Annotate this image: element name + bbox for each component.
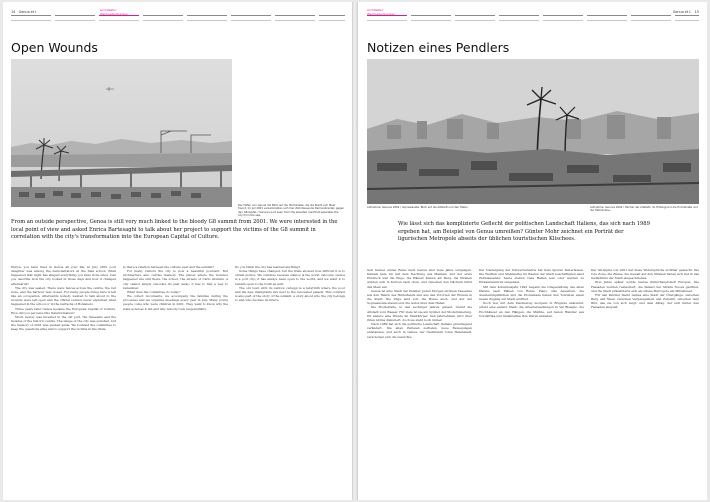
rooftops-photo (367, 59, 699, 204)
left-body-paragraph: The old town with its narrow caruggi is a labyrinth where the poor and the new immigrants live next to the renovated palazzi. This contrast is also part of the story of the summit, a story about who the city belongs to and who decides its future. (235, 285, 345, 303)
left-body-paragraph: Three years later Genoa became the European Capital of Culture. How did you perceive this transformation? (11, 306, 116, 315)
left-header-rules (11, 15, 345, 39)
left-folio-title: Genua et I. (18, 10, 38, 14)
right-kicker-line1: Architektur (367, 8, 384, 12)
right-column-3 (591, 268, 699, 497)
left-folio-number: 14 (11, 10, 16, 14)
left-photo-caption: Der Hafen von Genua mit Blick auf die Hochstraße, die die Stadt vom Meer trennt. Im Juli 2001 versammelten sich hier Zehntausende Demonstranten gegen den G8-Gipfel. / Genoa's port seen from the elevated road that separates the city from the sea. (238, 204, 344, 217)
right-article-title: Notizen eines Pendlers (367, 40, 510, 55)
left-column-3 (235, 265, 345, 497)
left-folio (11, 10, 37, 14)
left-body-paragraph: Enrica, you have lived in Genoa all your life. In July 2001 your daughter was among the demonstrators at the Diaz school. What happened that night has shaped everything you have done since. Can you describe how the city looked in those days and how it changed afterwards? (11, 265, 116, 286)
left-body-paragraph: Is there a relation between the culture year and the summit? (123, 265, 215, 269)
left-kicker-line2: Wechselwirkungen (100, 12, 129, 16)
left-column-1 (11, 265, 116, 497)
right-page (358, 2, 707, 500)
harbour-photo (11, 59, 232, 207)
left-body-paragraph: For many visitors the city is now a beautiful postcard. But architecture also carries memory. The places where the violence happened are still there, the school, the streets of Carlo Giuliani. A city cannot simply renovate its past away; it has to find a way to remember. (123, 269, 228, 290)
right-body-paragraph: Doch wer mit dem Pendlerzug morgens in Brignole ankommt, erlebt eine andere Stadt: die Arbeitersiedlungen in Val Bisagno, die Hochhäuser an den Hängen, die Märkte, auf denen Händler aus Nordafrika und Südamerika ihre Waren anbieten. (479, 301, 584, 318)
right-body-paragraph: Drei Jahre später wurde Genua Kulturhauptstadt Europas. Die Fassaden wurden restauriert, die Palazzi der Strada Nuova geöffnet, und die Stadt präsentierte sich als offene Metropole am Mittelmeer. (591, 280, 699, 293)
right-folio-number: 15 (694, 10, 699, 14)
left-body-paragraph: Some things have changed, but the trials showed how difficult it is to obtain justice. We continue because silence is the worst outcome. Genoa is a port city; it has always been open to the world, and we want it to remain open to the truth as well. (235, 269, 345, 286)
right-body-paragraph: Der G8-Gipfel von 2001 hat diese Widersprüche sichtbar gemacht. Die rote Zone, die Zäune, die Gewalt auf den Straßen haben sich tief in das Gedächtnis der Stadt eingeschrieben. (591, 268, 699, 281)
right-body-paragraph: Die Hochstraße, in den sechziger Jahren gebaut, trennt die Altstadt vom Wasser. Für viele ist sie ein Symbol der Modernisierung, für andere eine Wunde im Stadtkörper. Seit Jahrzehnten wird über ihren Abriss diskutiert, doch sie steht noch immer. (367, 305, 472, 322)
left-body-paragraph: Do you think the city has learned anything? (235, 265, 301, 269)
right-body-paragraph: Der Niedergang der Schwerindustrie hat tiefe Spuren hinterlassen. Die Werften und Stahlwerke im Westen der Stadt beschäftigten einst Zehntausende; heute stehen viele Hallen leer oder werden zu Einkaufszentren umgebaut. (479, 268, 584, 285)
left-lede: From an outside perspective, Genoa is still very much linked to the bloody G8 summit from 2001. We were interested in the local point of view and asked Enrica Bartesaghi to talk about her project to support the victims of the G8 summit in correlation with the city's transformation into the European Capital of Culture. (11, 219, 338, 241)
left-body-paragraph: The city was sealed. There were fences across the centre, the red zone, and the harbour was closed. For many people living here it felt like an occupation. Afterwards nobody wanted to talk about it; the wounds were left open and the official version never explained what happened in the school or in the barracks of Bolzaneto. (11, 285, 116, 307)
right-body-paragraph: Für den Pendler bleibt Genua eine Stadt der Übergänge: zwischen Berg und Meer, zwischen Vergangenheit und Zukunft, zwischen dem Bild, das sie von sich zeigt, und dem Alltag, der sich hinter den Fassaden abspielt. (591, 292, 699, 310)
left-column-2 (123, 265, 228, 497)
right-body-paragraph: Seit meiner ersten Reise nach Genua sind viele Jahre vergangen. Damals kam ich mit dem Nachtzug aus Mailand, und der erste Eindruck war die Enge: die Häuser kleben am Berg, die Straßen winden sich in Kurven nach oben, und zwischen den Dächern blitzt das Meer auf. (367, 268, 472, 289)
left-page (3, 2, 352, 500)
right-photo-caption-2: Aufnahme: Genova 2004 / Dächer der Altstadt, im Hintergrund die Hochstraße und die Hafenkräne. (590, 206, 698, 213)
right-column-1 (367, 268, 472, 497)
right-body-paragraph: Mit dem Kolumbusjahr 1992 begann die Umgestaltung des alten Hafens nach Plänen von Renzo Piano. Das Aquarium, die Ausstellungsflächen und die Promenade haben den Touristen einen neuen Zugang zur Stadt eröffnet. (479, 284, 584, 302)
left-body-paragraph: Much money was invested in the old port, the museums and the facades of the historic centre. The image of the city was polished, but the memory of 2001 was pushed aside. We founded the committee to keep the questions alive and to support the victims in the trials. (11, 314, 116, 332)
right-column-2 (479, 268, 584, 497)
left-body-paragraph: What does the committee do today? (127, 289, 181, 294)
right-body-paragraph: Nach 1989 hat sich die politische Landschaft Italiens grundlegend verändert. Die alten Parteien zerfielen, neue Bewegungen entstanden, und auch in Genua, der traditionell roten Hafenstadt, verschoben sich die Gewichte. (367, 322, 472, 339)
right-header-rules (367, 15, 699, 39)
right-folio (673, 10, 699, 14)
left-body-paragraph: We collect documents, we accompany the families during the processes and we organise meetings every year in July. Many young people come who were children in 2001. They want to know why the state acted as it did and why nobody took responsibility. (123, 294, 228, 311)
right-folio-title: Genua et I. (672, 10, 692, 14)
left-kicker-line1: Architektur (100, 8, 117, 12)
right-lede: Wie lässt sich das komplizierte Geflecht der politischen Landschaft Italiens, das sich nach 1989 ergeben hat, am Beispiel von Genua umreißen? Günter Mohr zeichnet ein Porträt der ligurischen Metropole abseits der üblichen touristischen Klischees. (398, 221, 650, 243)
left-article-title: Open Wounds (11, 40, 98, 55)
right-body-paragraph: Genua ist eine Stadt der Pendler. Jeden Morgen strömen Tausende aus den Tälern des Hinterlands und aus den Vororten der Riviera in die Stadt. Die Züge sind voll, die Busse auch, und auf der Sopraelevata stauen sich die Autos über dem Hafen. (367, 288, 472, 306)
right-kicker-line2: Wechselwirkungen (367, 12, 396, 16)
right-photo-caption-1: Aufnahme: Genova 2004 / Sopraelevata, Blick auf die Altstadt und den Hafen. (367, 206, 469, 209)
